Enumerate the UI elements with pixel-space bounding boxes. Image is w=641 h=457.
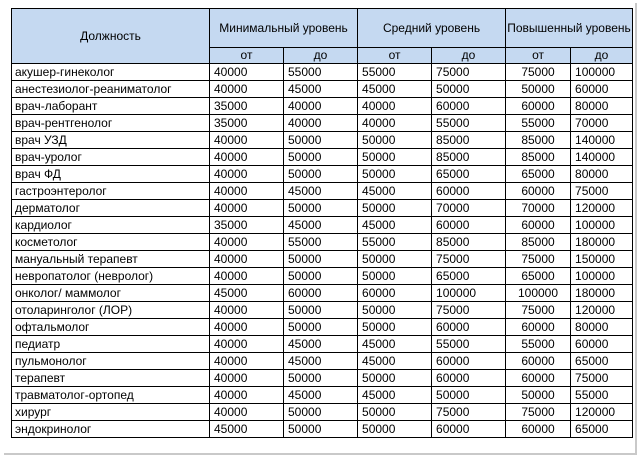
salary-value-cell: 75000 (506, 404, 571, 421)
table-row (12, 166, 633, 183)
salary-value-cell: 50000 (284, 200, 358, 217)
table-row (12, 421, 633, 438)
salary-value-cell: 45000 (210, 421, 284, 438)
position-name-cell: пульмонолог (12, 353, 210, 370)
salary-value-cell: 45000 (358, 353, 432, 370)
salary-value-cell: 55000 (571, 387, 633, 404)
salary-value-cell: 55000 (358, 64, 432, 81)
salary-value-cell: 50000 (284, 251, 358, 268)
salary-value-cell: 55000 (432, 115, 506, 132)
header-from: от (210, 48, 284, 64)
salary-value-cell: 85000 (506, 132, 571, 149)
table-body (12, 64, 633, 438)
salary-value-cell: 100000 (571, 64, 633, 81)
table-row (12, 234, 633, 251)
table-row (12, 251, 633, 268)
table-row (12, 302, 633, 319)
salary-value-cell: 65000 (506, 268, 571, 285)
table-frame (4, 3, 637, 455)
salary-value-cell: 50000 (358, 166, 432, 183)
salary-value-cell: 45000 (284, 81, 358, 98)
salary-value-cell: 60000 (506, 183, 571, 200)
salary-value-cell: 40000 (210, 166, 284, 183)
table-row (12, 404, 633, 421)
table-row (12, 98, 633, 115)
position-name-cell: врач-лаборант (12, 98, 210, 115)
salary-value-cell: 75000 (432, 404, 506, 421)
salary-value-cell: 40000 (210, 302, 284, 319)
salary-value-cell: 60000 (506, 319, 571, 336)
salary-value-cell: 40000 (358, 98, 432, 115)
salary-value-cell: 50000 (284, 319, 358, 336)
salary-value-cell: 60000 (432, 421, 506, 438)
header-to: до (432, 48, 506, 64)
salary-value-cell: 50000 (432, 387, 506, 404)
salary-value-cell: 60000 (432, 183, 506, 200)
salary-value-cell: 75000 (506, 64, 571, 81)
salary-value-cell: 55000 (358, 234, 432, 251)
position-name-cell: травматолог-ортопед (12, 387, 210, 404)
position-name-cell: гастроэнтеролог (12, 183, 210, 200)
salary-value-cell: 45000 (358, 336, 432, 353)
salary-value-cell: 45000 (358, 387, 432, 404)
salary-value-cell: 75000 (432, 64, 506, 81)
position-name-cell: офтальмолог (12, 319, 210, 336)
table-row (12, 370, 633, 387)
salary-value-cell: 50000 (358, 268, 432, 285)
salary-value-cell: 50000 (432, 81, 506, 98)
salary-value-cell: 40000 (210, 336, 284, 353)
salary-value-cell: 40000 (210, 64, 284, 81)
salary-value-cell: 55000 (284, 64, 358, 81)
salary-value-cell: 70000 (506, 200, 571, 217)
salary-value-cell: 50000 (284, 166, 358, 183)
salary-value-cell: 50000 (358, 302, 432, 319)
salary-value-cell: 35000 (210, 115, 284, 132)
salary-value-cell: 150000 (571, 251, 633, 268)
salary-value-cell: 45000 (358, 183, 432, 200)
header-from: от (358, 48, 432, 64)
salary-value-cell: 85000 (506, 149, 571, 166)
table-row (12, 353, 633, 370)
salary-value-cell: 70000 (432, 200, 506, 217)
salary-value-cell: 50000 (284, 370, 358, 387)
salary-value-cell: 60000 (432, 370, 506, 387)
salary-value-cell: 80000 (571, 166, 633, 183)
position-name-cell: отоларинголог (ЛОР) (12, 302, 210, 319)
salary-value-cell: 40000 (210, 404, 284, 421)
salary-value-cell: 120000 (571, 200, 633, 217)
header-to: до (571, 48, 633, 64)
salary-value-cell: 140000 (571, 132, 633, 149)
salary-value-cell: 45000 (210, 285, 284, 302)
salary-value-cell: 85000 (506, 234, 571, 251)
position-name-cell: врач-рентгенолог (12, 115, 210, 132)
salary-value-cell: 40000 (210, 268, 284, 285)
position-name-cell: невропатолог (невролог) (12, 268, 210, 285)
salary-value-cell: 100000 (506, 285, 571, 302)
salary-value-cell: 55000 (432, 336, 506, 353)
salary-value-cell: 80000 (571, 319, 633, 336)
salary-value-cell: 55000 (506, 336, 571, 353)
table-row (12, 81, 633, 98)
salary-value-cell: 85000 (432, 149, 506, 166)
salary-value-cell: 60000 (571, 336, 633, 353)
salary-value-cell: 75000 (432, 251, 506, 268)
table-row (12, 64, 633, 81)
salary-value-cell: 65000 (432, 166, 506, 183)
header-to: до (284, 48, 358, 64)
salary-value-cell: 100000 (571, 217, 633, 234)
salary-value-cell: 40000 (210, 132, 284, 149)
header-level-mid: Средний уровень (358, 9, 506, 48)
salary-value-cell: 40000 (210, 353, 284, 370)
table-row (12, 285, 633, 302)
salary-value-cell: 40000 (210, 387, 284, 404)
header-row-levels (12, 9, 633, 48)
position-name-cell: кардиолог (12, 217, 210, 234)
position-name-cell: хирург (12, 404, 210, 421)
salary-value-cell: 50000 (358, 149, 432, 166)
header-level-min: Минимальный уровень (210, 9, 358, 48)
salary-table (11, 8, 633, 438)
salary-value-cell: 60000 (506, 421, 571, 438)
salary-value-cell: 120000 (571, 302, 633, 319)
salary-value-cell: 40000 (284, 98, 358, 115)
salary-value-cell: 45000 (284, 217, 358, 234)
salary-value-cell: 60000 (284, 285, 358, 302)
salary-value-cell: 40000 (210, 370, 284, 387)
position-name-cell: дерматолог (12, 200, 210, 217)
salary-value-cell: 40000 (210, 183, 284, 200)
salary-value-cell: 45000 (284, 183, 358, 200)
position-name-cell: мануальный терапевт (12, 251, 210, 268)
table-row (12, 149, 633, 166)
table-row (12, 336, 633, 353)
salary-value-cell: 50000 (358, 370, 432, 387)
salary-value-cell: 40000 (358, 115, 432, 132)
salary-value-cell: 65000 (432, 268, 506, 285)
salary-value-cell: 60000 (506, 217, 571, 234)
table-row (12, 319, 633, 336)
position-name-cell: терапевт (12, 370, 210, 387)
table-row (12, 268, 633, 285)
header-position: Должность (12, 9, 210, 64)
salary-value-cell: 45000 (284, 353, 358, 370)
salary-value-cell: 100000 (571, 268, 633, 285)
table-row (12, 132, 633, 149)
salary-value-cell: 180000 (571, 234, 633, 251)
salary-value-cell: 50000 (284, 404, 358, 421)
salary-value-cell: 40000 (210, 200, 284, 217)
salary-value-cell: 50000 (506, 81, 571, 98)
table-row (12, 183, 633, 200)
position-name-cell: анестезиолог-реаниматолог (12, 81, 210, 98)
salary-value-cell: 55000 (284, 234, 358, 251)
salary-value-cell: 60000 (506, 353, 571, 370)
salary-value-cell: 85000 (432, 234, 506, 251)
table-row (12, 115, 633, 132)
salary-value-cell: 50000 (284, 268, 358, 285)
position-name-cell: врач УЗД (12, 132, 210, 149)
salary-value-cell: 120000 (571, 404, 633, 421)
position-name-cell: педиатр (12, 336, 210, 353)
salary-value-cell: 60000 (432, 319, 506, 336)
salary-value-cell: 45000 (284, 336, 358, 353)
salary-value-cell: 140000 (571, 149, 633, 166)
salary-value-cell: 50000 (358, 421, 432, 438)
salary-value-cell: 40000 (210, 251, 284, 268)
salary-value-cell: 50000 (358, 200, 432, 217)
salary-value-cell: 50000 (284, 132, 358, 149)
salary-value-cell: 60000 (506, 370, 571, 387)
header-level-high: Повышенный уровень (506, 9, 633, 48)
salary-value-cell: 45000 (358, 217, 432, 234)
salary-value-cell: 75000 (571, 370, 633, 387)
salary-value-cell: 50000 (506, 387, 571, 404)
salary-value-cell: 75000 (506, 302, 571, 319)
salary-value-cell: 40000 (210, 319, 284, 336)
salary-value-cell: 40000 (210, 149, 284, 166)
salary-value-cell: 45000 (284, 387, 358, 404)
salary-value-cell: 70000 (571, 115, 633, 132)
salary-value-cell: 65000 (506, 166, 571, 183)
salary-value-cell: 50000 (284, 421, 358, 438)
salary-value-cell: 85000 (432, 132, 506, 149)
position-name-cell: эндокринолог (12, 421, 210, 438)
position-name-cell: онколог/ маммолог (12, 285, 210, 302)
salary-value-cell: 40000 (284, 115, 358, 132)
salary-value-cell: 50000 (358, 404, 432, 421)
salary-value-cell: 80000 (571, 98, 633, 115)
salary-value-cell: 50000 (358, 319, 432, 336)
salary-value-cell: 75000 (432, 302, 506, 319)
salary-value-cell: 60000 (432, 353, 506, 370)
header-from: от (506, 48, 571, 64)
salary-value-cell: 55000 (506, 115, 571, 132)
salary-value-cell: 60000 (432, 98, 506, 115)
table-row (12, 200, 633, 217)
salary-value-cell: 75000 (506, 251, 571, 268)
salary-value-cell: 60000 (432, 217, 506, 234)
salary-value-cell: 35000 (210, 98, 284, 115)
salary-value-cell: 50000 (284, 302, 358, 319)
salary-value-cell: 45000 (358, 81, 432, 98)
salary-value-cell: 40000 (210, 234, 284, 251)
salary-value-cell: 65000 (571, 421, 633, 438)
salary-value-cell: 40000 (210, 81, 284, 98)
salary-value-cell: 100000 (432, 285, 506, 302)
salary-value-cell: 60000 (358, 285, 432, 302)
salary-value-cell: 35000 (210, 217, 284, 234)
salary-value-cell: 60000 (506, 98, 571, 115)
salary-value-cell: 60000 (571, 81, 633, 98)
position-name-cell: акушер-гинеколог (12, 64, 210, 81)
table-row (12, 217, 633, 234)
salary-value-cell: 50000 (358, 132, 432, 149)
salary-value-cell: 75000 (571, 183, 633, 200)
salary-value-cell: 50000 (284, 149, 358, 166)
salary-value-cell: 65000 (571, 353, 633, 370)
position-name-cell: врач-уролог (12, 149, 210, 166)
table-row (12, 387, 633, 404)
position-name-cell: врач ФД (12, 166, 210, 183)
salary-value-cell: 180000 (571, 285, 633, 302)
salary-value-cell: 50000 (358, 251, 432, 268)
position-name-cell: косметолог (12, 234, 210, 251)
